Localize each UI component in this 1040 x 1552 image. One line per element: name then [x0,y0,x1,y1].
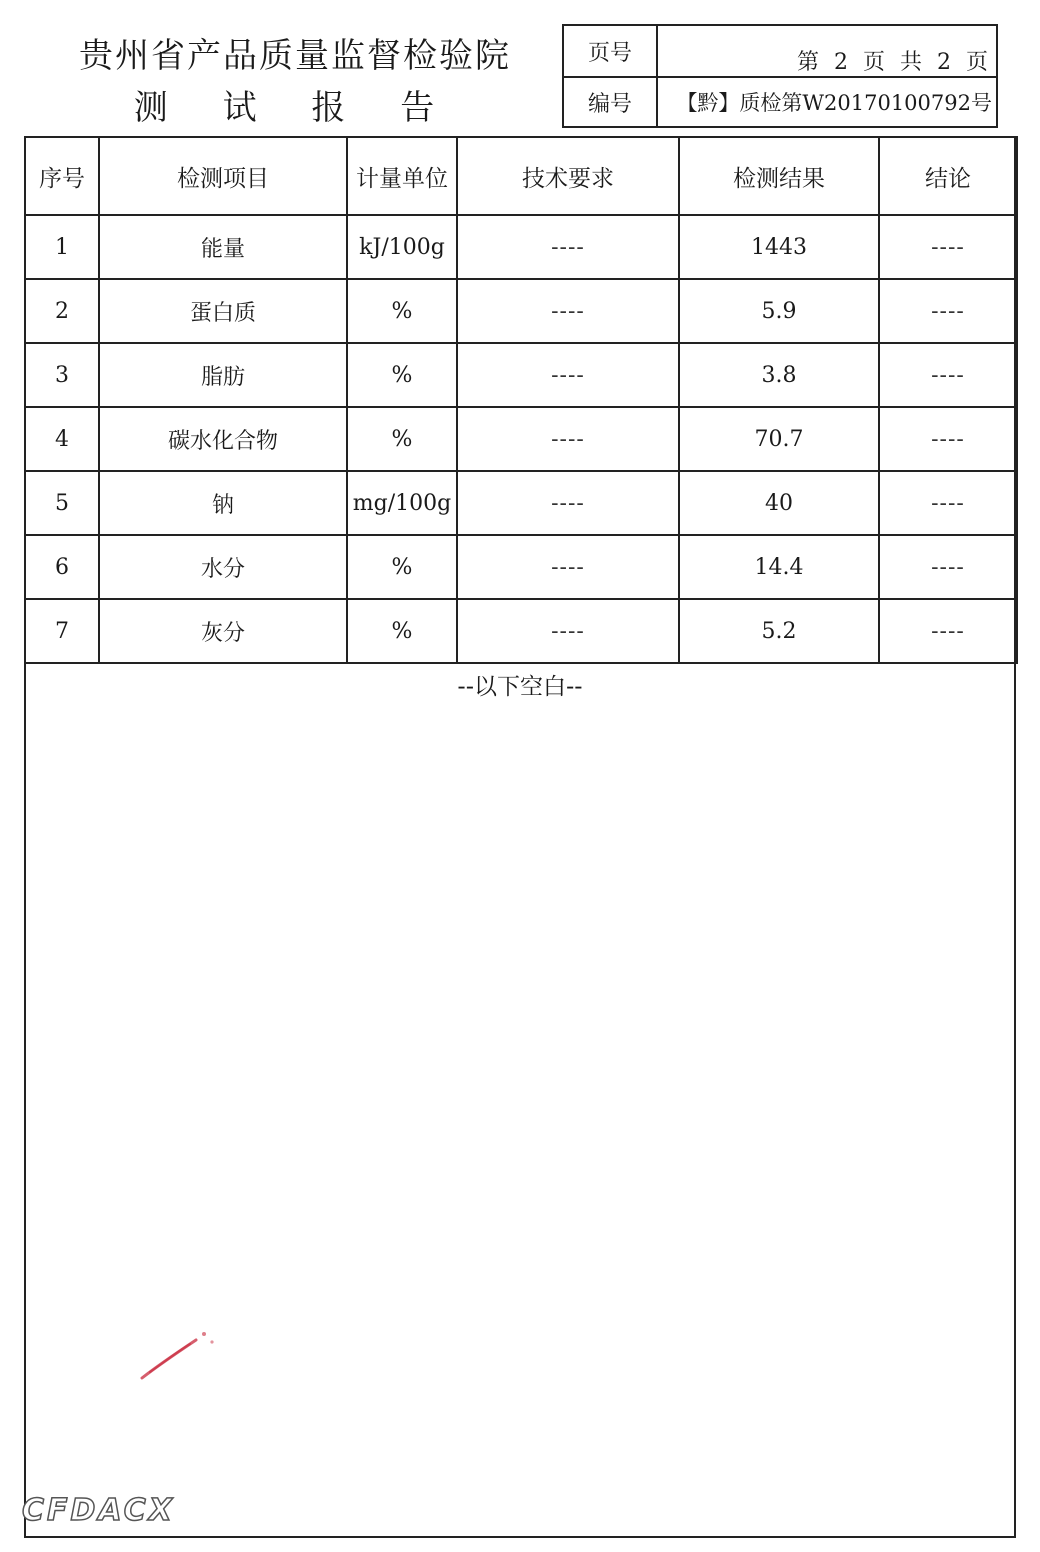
table-row [25,279,1017,343]
cell-unit: % [347,599,457,663]
table-row [25,599,1017,663]
cell-item: 灰分 [99,599,347,663]
cell-item: 能量 [99,215,347,279]
cell-result: 5.9 [679,279,879,343]
cell-requirement: ---- [457,599,679,663]
col-header-result: 检测结果 [679,137,879,215]
stamp-mark-icon [130,1320,240,1390]
cell-index: 3 [25,343,99,407]
cell-index: 5 [25,471,99,535]
number-label: 编号 [564,77,658,127]
cell-result: 40 [679,471,879,535]
cell-index: 6 [25,535,99,599]
cell-index: 4 [25,407,99,471]
col-header-index: 序号 [25,137,99,215]
table-row [25,215,1017,279]
cell-result: 70.7 [679,407,879,471]
cell-conclusion: ---- [879,471,1017,535]
cell-conclusion: ---- [879,599,1017,663]
cell-requirement: ---- [457,343,679,407]
col-header-conclusion: 结论 [879,137,1017,215]
cell-item: 水分 [99,535,347,599]
cell-item: 脂肪 [99,343,347,407]
cell-conclusion: ---- [879,215,1017,279]
col-header-unit: 计量单位 [347,137,457,215]
cell-unit: % [347,343,457,407]
watermark: CFDACX [22,1493,175,1528]
cell-result: 5.2 [679,599,879,663]
cell-result: 1443 [679,215,879,279]
cell-item: 碳水化合物 [99,407,347,471]
table-row [25,535,1017,599]
page-row [564,26,996,78]
cell-unit: % [347,407,457,471]
blank-below-note: --以下空白-- [457,674,583,700]
cell-item: 蛋白质 [99,279,347,343]
report-title: 测 试 报 告 [133,88,457,128]
report-meta-box [562,24,998,128]
col-header-item: 检测项目 [99,137,347,215]
header-row [25,137,1017,215]
col-header-requirement: 技术要求 [457,137,679,215]
cell-item: 钠 [99,471,347,535]
page-value: 第 2 页 共 2 页 [797,50,992,75]
page-label: 页号 [564,26,658,76]
cell-index: 2 [25,279,99,343]
org-title: 贵州省产品质量监督检验院 [79,36,511,76]
cell-unit: mg/100g [347,471,457,535]
number-row [564,77,996,127]
cell-requirement: ---- [457,279,679,343]
table-row [25,407,1017,471]
cell-unit: % [347,279,457,343]
results-table [24,136,1018,664]
cell-index: 7 [25,599,99,663]
cell-requirement: ---- [457,407,679,471]
cell-unit: kJ/100g [347,215,457,279]
cell-unit: % [347,535,457,599]
table-row [25,471,1017,535]
cell-conclusion: ---- [879,535,1017,599]
cell-index: 1 [25,215,99,279]
table-row [25,343,1017,407]
cell-requirement: ---- [457,471,679,535]
cell-conclusion: ---- [879,343,1017,407]
cell-conclusion: ---- [879,279,1017,343]
cell-requirement: ---- [457,215,679,279]
cell-requirement: ---- [457,535,679,599]
cell-result: 14.4 [679,535,879,599]
cell-result: 3.8 [679,343,879,407]
report-number: 【黔】质检第W20170100792号 [676,91,992,115]
cell-conclusion: ---- [879,407,1017,471]
